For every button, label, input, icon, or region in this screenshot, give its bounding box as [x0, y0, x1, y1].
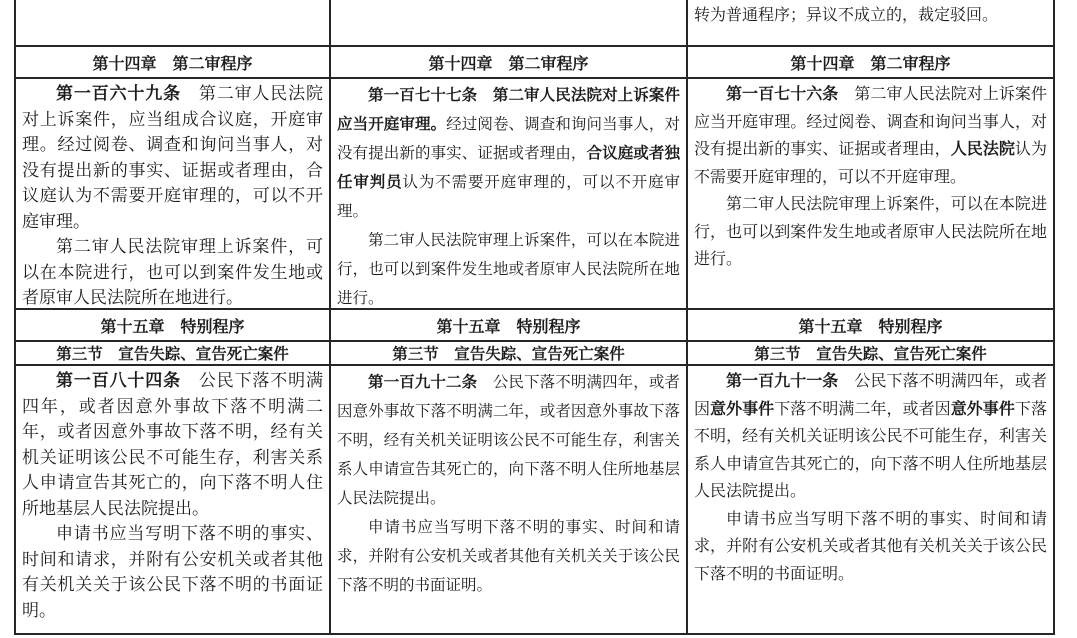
bold-text-run: 合议庭或者独任审判员 [337, 145, 680, 191]
chapter14-header-col1: 第十四章 第二审程序 [16, 47, 329, 77]
chapter14-header-col3: 第十四章 第二审程序 [688, 47, 1053, 77]
bold-text-run: 人民法院 [950, 141, 1015, 158]
paragraph [337, 226, 680, 308]
paragraph [694, 81, 1047, 191]
continuation-cell-col3 [688, 0, 1053, 45]
text-run: 认为不需要开庭审理的，可以不开庭审理。 [337, 174, 680, 220]
text-run: 第二审人民法院审理上诉案件，可以在本院进行，也可以到案件发生地或者原审人民法院所在地进行。 [337, 232, 680, 307]
chapter15-header-col1: 第十五章 特别程序 [16, 310, 329, 340]
text-run: 申请书应当写明下落不明的事实、时间和请求，并附有公安机关或者其他有关机关关于该公民下落不明的书面证明。 [694, 510, 1047, 583]
bold-text-run: 第一百七十六条 [726, 86, 839, 103]
bold-text-run: 第一百八十四条 [56, 371, 181, 390]
paragraph [694, 506, 1047, 589]
article-177-cell [331, 79, 686, 308]
paragraph [337, 513, 680, 600]
paragraph [694, 191, 1047, 274]
text-run: 第二审人民法院审理上诉案件，可以在本院进行，也可以到案件发生地或者原审人民法院所在地进行。 [22, 237, 323, 307]
bold-text-run: 第一百九十一条 [726, 373, 839, 390]
paragraph [694, 2, 1047, 30]
bold-text-run: 意外事件 [710, 400, 775, 418]
article-184-cell [16, 366, 329, 633]
text-run: 第二审人民法院审理上诉案件，可以在本院进行，也可以到案件发生地或者原审人民法院所在地进行。 [694, 196, 1047, 268]
bold-text-run: 意外事件 [950, 400, 1015, 418]
bold-text-run: 第一百六十九条 [56, 84, 181, 103]
text-run: 公民下落不明满四年，或者因 [694, 373, 1047, 418]
paragraph [337, 81, 680, 226]
text-run: 下落不明，经有关机关证明该公民不可能生存，利害关系人申请宣告其死亡的，向下落不明人住所地基层人民法院提出。 [694, 400, 1047, 500]
text-run: 第二审人民法院对上诉案件，应当组成合议庭，开庭审理。经过阅卷、调查和询问当事人，对没有提出新的事实、证据或者理由，合议庭认为不需要开庭审理的，可以不开庭审理。 [22, 84, 323, 231]
continuation-cell-col2 [331, 0, 686, 45]
text-run: 认为不需要开庭审理的，可以不开庭审理。 [694, 141, 1047, 186]
paragraph [22, 368, 323, 521]
section3-header-col3: 第三节 宣告失踪、宣告死亡案件 [688, 342, 1053, 364]
text-run: 第二审人民法院对上诉案件应当开庭审理。经过阅卷、调查和询问当事人，对没有提出新的事实、证据或者理由， [694, 86, 1047, 158]
section3-header-col1: 第三节 宣告失踪、宣告死亡案件 [16, 342, 329, 364]
paragraph [22, 81, 323, 234]
chapter15-header-col3: 第十五章 特别程序 [688, 310, 1053, 340]
text-run: 下落不明满二年，或者因 [774, 400, 951, 418]
text-run: 经过阅卷、调查和询问当事人，对没有提出新的事实、证据或者理由， [337, 116, 680, 162]
text-run: 申请书应当写明下落不明的事实、时间和请求，并附有公安机关或者其他有关机关关于该公民下落不明的书面证明。 [337, 519, 680, 594]
section3-header-col2: 第三节 宣告失踪、宣告死亡案件 [331, 342, 686, 364]
paragraph [22, 234, 323, 308]
bold-text-run: 第一百七十七条 第二审人民法院对上诉案件应当开庭审理。 [337, 87, 680, 133]
paragraph [337, 368, 680, 513]
article-176-cell [688, 79, 1053, 308]
chapter15-header-col2: 第十五章 特别程序 [331, 310, 686, 340]
law-comparison-table [14, 0, 1055, 635]
article-169-cell [16, 79, 329, 308]
text-run: 申请书应当写明下落不明的事实、时间和请求，并附有公安机关或者其他有关机关关于该公民下落不明的书面证明。 [22, 524, 323, 620]
text-run: 公民下落不明满四年，或者因意外事故下落不明满二年，或者因意外事故下落不明，经有关机关证明该公民不可能生存，利害关系人申请宣告其死亡的，向下落不明人住所地基层人民法院提出。 [337, 374, 680, 507]
chapter14-header-col2: 第十四章 第二审程序 [331, 47, 686, 77]
text-run: 公民下落不明满四年，或者因意外事故下落不明满二年，或者因意外事故下落不明，经有关机关证明该公民不可能生存，利害关系人申请宣告其死亡的，向下落不明人住所地基层人民法院提出。 [22, 371, 323, 518]
paragraph [694, 368, 1047, 506]
continuation-cell-col1 [16, 0, 329, 45]
bold-text-run: 第一百九十二条 [368, 374, 478, 391]
article-192-cell [331, 366, 686, 633]
paragraph [22, 521, 323, 623]
text-run: 转为普通程序；异议不成立的，裁定驳回。 [694, 7, 999, 24]
article-191-cell [688, 366, 1053, 633]
